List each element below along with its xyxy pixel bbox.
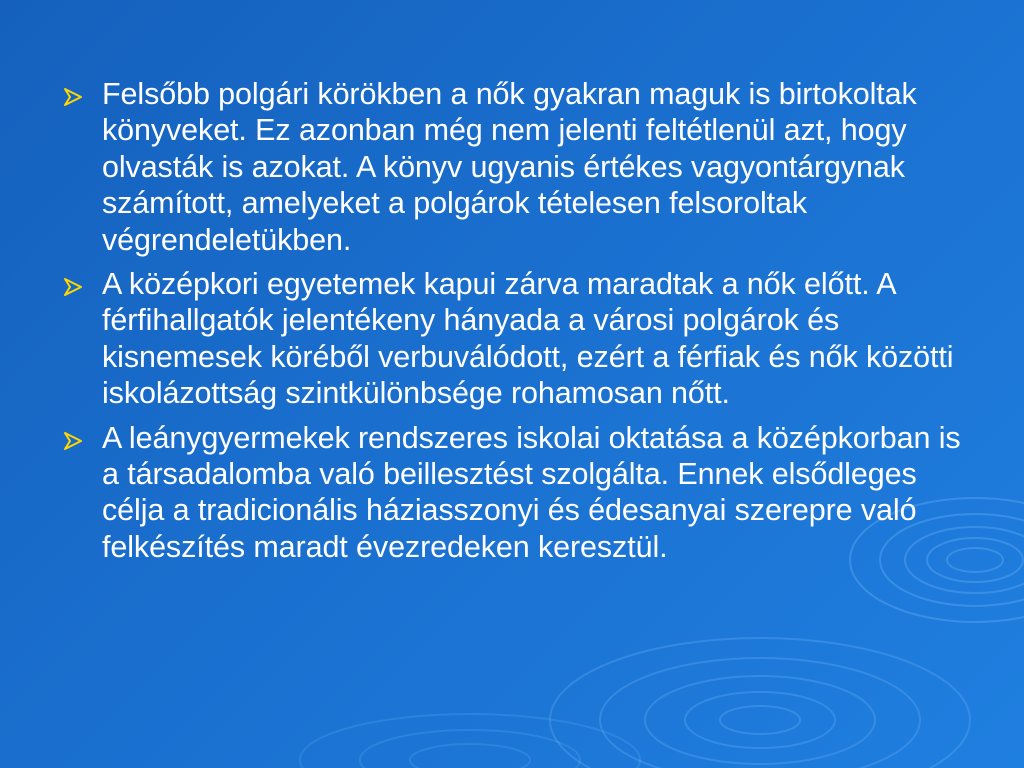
bullet-list: [62, 76, 967, 573]
bullet-text: A leánygyermekek rendszeres iskolai oktatása a középkorban is a társadalomba való beillesztést szolgálta. Ennek elsődleges célja a tradicionális háziasszonyi és édesanyai szerepre való felkészítés maradt évezredeken keresztül.: [102, 420, 961, 564]
arrowhead-bullet-icon: [62, 87, 84, 107]
bullet-item-2: [62, 266, 967, 412]
bullet-text: A középkori egyetemek kapui zárva maradtak a nők előtt. A férfihallgatók jelentékeny hányada a városi polgárok és kisnemesek köréből verbuválódott, ezért a férfiak és nők közötti iskolázottság szintkülönbsége rohamosan nőtt.: [102, 267, 954, 411]
bullet-item-1: [62, 76, 967, 258]
arrowhead-bullet-icon: [62, 431, 84, 451]
bullet-text: Felsőbb polgári körökben a nők gyakran maguk is birtokoltak könyveket. Ez azonban még nem jelenti feltétlenül azt, hogy olvasták is azokat. A könyv ugyanis értékes vagyontárgynak számított, amelyeket a polgárok tételesen felsoroltak végrendeletükben.: [102, 77, 917, 257]
arrowhead-bullet-icon: [62, 277, 84, 297]
bullet-item-3: [62, 420, 967, 566]
